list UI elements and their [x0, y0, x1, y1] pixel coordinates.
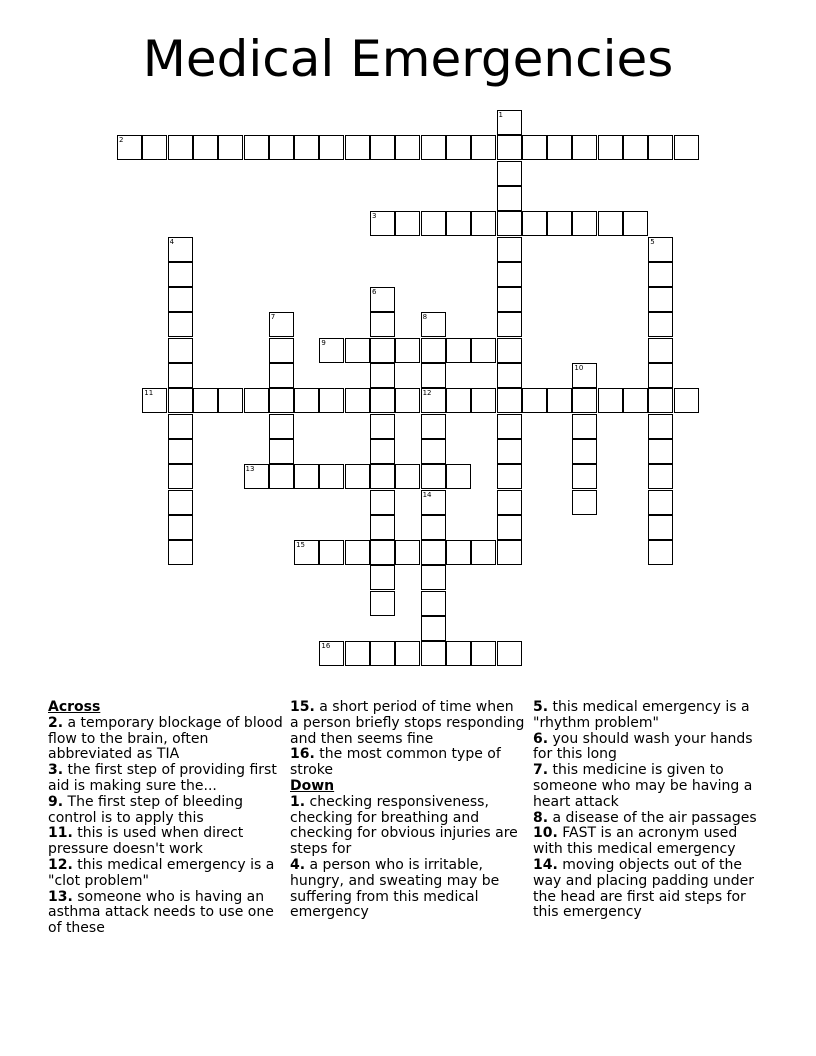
grid-cell[interactable] [370, 312, 395, 337]
grid-cell[interactable] [648, 135, 673, 160]
clue-number: 7 [270, 313, 276, 322]
grid-cell[interactable] [572, 439, 597, 464]
grid-cell[interactable] [421, 464, 446, 489]
clue-number: 10 [574, 364, 584, 372]
grid-cell[interactable] [421, 540, 446, 565]
grid-cell[interactable] [598, 211, 623, 236]
clue-number-label: 1. [290, 793, 306, 810]
clue-item [290, 858, 526, 921]
grid-cell[interactable] [168, 312, 193, 337]
grid-cell[interactable] [345, 135, 370, 160]
clue-number-label: 7. [533, 762, 549, 779]
grid-cell[interactable] [269, 388, 294, 413]
grid-cell[interactable] [294, 135, 319, 160]
grid-cell[interactable] [218, 388, 243, 413]
grid-cell[interactable] [269, 135, 294, 160]
grid-cell[interactable] [269, 312, 294, 337]
grid-cell[interactable] [547, 388, 572, 413]
grid-cell[interactable] [648, 363, 673, 388]
clue-number: 12 [422, 389, 432, 398]
grid-cell[interactable] [547, 211, 572, 236]
grid-cell[interactable] [648, 312, 673, 337]
grid-cell[interactable] [395, 135, 420, 160]
puzzle-title: Medical Emergencies [142, 30, 674, 88]
grid-cell[interactable] [497, 515, 522, 540]
grid-cell[interactable] [294, 464, 319, 489]
clue-number-label: 13. [48, 888, 73, 905]
grid-cell[interactable] [370, 565, 395, 590]
grid-cell[interactable] [319, 388, 344, 413]
grid-cell[interactable] [648, 540, 673, 565]
grid-cell[interactable] [471, 338, 496, 363]
grid-cell[interactable] [168, 540, 193, 565]
grid-cell[interactable] [522, 135, 547, 160]
clue-item [533, 811, 765, 827]
grid-cell[interactable] [395, 540, 420, 565]
grid-cell[interactable] [370, 388, 395, 413]
grid-cell[interactable] [497, 135, 522, 160]
clue-text: someone who is having an asthma attack needs to use one of these [48, 888, 274, 937]
grid-cell[interactable] [421, 515, 446, 540]
clue-number: 6 [372, 288, 377, 297]
grid-cell[interactable] [648, 287, 673, 312]
grid-cell[interactable] [421, 616, 446, 641]
grid-cell[interactable] [421, 565, 446, 590]
grid-cell[interactable] [168, 515, 193, 540]
clue-text: you should wash your hands for this long [533, 730, 753, 763]
grid-cell[interactable] [294, 388, 319, 413]
grid-cell[interactable] [370, 490, 395, 515]
grid-cell[interactable] [497, 641, 522, 666]
grid-cell[interactable] [244, 464, 269, 489]
clue-number-label: 14. [533, 856, 558, 873]
grid-cell[interactable] [345, 338, 370, 363]
grid-cell[interactable] [168, 135, 193, 160]
grid-cell[interactable] [522, 388, 547, 413]
clue-number: 16 [321, 642, 331, 651]
grid-cell[interactable] [648, 464, 673, 489]
clue-number-label: 4. [290, 856, 306, 873]
grid-cell[interactable] [497, 211, 522, 236]
grid-cell[interactable] [421, 591, 446, 616]
grid-cell[interactable] [421, 414, 446, 439]
grid-cell[interactable] [598, 388, 623, 413]
grid-cell[interactable] [648, 338, 673, 363]
grid-cell[interactable] [471, 540, 496, 565]
clue-text: the most common type of stroke [290, 746, 501, 779]
grid-cell[interactable] [370, 641, 395, 666]
grid-cell[interactable] [421, 338, 446, 363]
grid-cell[interactable] [572, 388, 597, 413]
clue-number: 11 [144, 389, 154, 398]
grid-cell[interactable] [269, 363, 294, 388]
grid-cell[interactable] [370, 591, 395, 616]
clue-column-3 [533, 700, 765, 921]
grid-cell[interactable] [648, 515, 673, 540]
clue-item [533, 700, 765, 732]
clue-number-label: 9. [48, 793, 64, 810]
grid-cell[interactable] [193, 388, 218, 413]
grid-cell[interactable] [319, 641, 344, 666]
clue-text: FAST is an acronym used with this medical emergency [533, 825, 738, 858]
grid-cell[interactable] [572, 414, 597, 439]
grid-cell[interactable] [497, 186, 522, 211]
clue-text: this medicine is given to someone who may be having a heart attack [533, 762, 753, 810]
clue-column-2 [290, 700, 526, 921]
grid-cell[interactable] [168, 490, 193, 515]
grid-cell[interactable] [370, 287, 395, 312]
grid-cell[interactable] [168, 439, 193, 464]
clue-number-label: 15. [290, 699, 315, 715]
clue-number-label: 12. [48, 856, 73, 873]
grid-cell[interactable] [421, 211, 446, 236]
clue-item [533, 732, 765, 764]
clue-item [48, 826, 284, 858]
clue-text: this medical emergency is a "clot problem" [48, 856, 275, 889]
grid-cell[interactable] [497, 110, 522, 135]
clue-number-label: 10. [533, 825, 558, 842]
grid-cell[interactable] [572, 490, 597, 515]
clue-text: The first step of bleeding control is to apply this [48, 793, 244, 826]
grid-cell[interactable] [471, 641, 496, 666]
clue-text: moving objects out of the way and placing padding under the head are first aid steps for this emergency [533, 856, 755, 921]
grid-cell[interactable] [497, 414, 522, 439]
grid-cell[interactable] [395, 464, 420, 489]
clue-item [48, 795, 284, 827]
grid-cell[interactable] [446, 540, 471, 565]
grid-cell[interactable] [522, 211, 547, 236]
grid-cell[interactable] [497, 161, 522, 186]
grid-cell[interactable] [446, 338, 471, 363]
grid-cell[interactable] [446, 211, 471, 236]
clue-number-label: 11. [48, 825, 73, 842]
grid-cell[interactable] [168, 287, 193, 312]
clue-text: a person who is irritable, hungry, and sweating may be suffering from this medical emergency [290, 856, 500, 921]
grid-cell[interactable] [370, 135, 395, 160]
clue-item [290, 747, 526, 779]
grid-cell[interactable] [168, 262, 193, 287]
clue-text: the first step of providing first aid is making sure the... [48, 762, 277, 794]
clue-item [533, 763, 765, 810]
grid-cell[interactable] [648, 262, 673, 287]
grid-cell[interactable] [269, 439, 294, 464]
grid-cell[interactable] [168, 388, 193, 413]
grid-cell[interactable] [497, 540, 522, 565]
grid-cell[interactable] [168, 464, 193, 489]
clue-text: this is used when direct pressure doesn't work [48, 825, 244, 858]
grid-cell[interactable] [497, 287, 522, 312]
clue-item [290, 700, 526, 747]
grid-cell[interactable] [117, 135, 142, 160]
grid-cell[interactable] [421, 641, 446, 666]
grid-cell[interactable] [370, 363, 395, 388]
grid-cell[interactable] [598, 135, 623, 160]
grid-cell[interactable] [168, 338, 193, 363]
clue-number: 9 [321, 338, 326, 347]
grid-cell[interactable] [218, 135, 243, 160]
clue-number-label: 2. [48, 714, 64, 731]
clue-column-1 [48, 700, 284, 937]
grid-cell[interactable] [471, 388, 496, 413]
grid-cell[interactable] [421, 439, 446, 464]
grid-cell[interactable] [648, 388, 673, 413]
clue-item [290, 795, 526, 858]
grid-cell[interactable] [572, 211, 597, 236]
grid-cell[interactable] [319, 464, 344, 489]
clue-text: a disease of the air passages [548, 809, 757, 826]
grid-cell[interactable] [572, 135, 597, 160]
grid-cell[interactable] [623, 135, 648, 160]
grid-cell[interactable] [497, 338, 522, 363]
grid-cell[interactable] [648, 490, 673, 515]
grid-cell[interactable] [446, 135, 471, 160]
clue-item [48, 890, 284, 937]
clue-number: 4 [169, 237, 175, 246]
clue-text: checking responsiveness, checking for breathing and checking for obvious injuries are steps for [290, 793, 518, 858]
grid-cell[interactable] [471, 211, 496, 236]
grid-cell[interactable] [674, 388, 699, 413]
grid-cell[interactable] [142, 135, 167, 160]
grid-cell[interactable] [168, 414, 193, 439]
clue-number: 5 [650, 237, 655, 246]
down-header: Down [290, 777, 335, 794]
grid-cell[interactable] [421, 490, 446, 515]
grid-cell[interactable] [244, 135, 269, 160]
grid-cell[interactable] [497, 490, 522, 515]
clue-number-label: 5. [533, 699, 549, 715]
clue-item [533, 858, 765, 921]
grid-cell[interactable] [370, 439, 395, 464]
clue-number-label: 16. [290, 746, 315, 763]
grid-cell[interactable] [471, 135, 496, 160]
grid-cell[interactable] [370, 338, 395, 363]
clue-number: 15 [296, 541, 306, 550]
grid-cell[interactable] [345, 464, 370, 489]
grid-cell[interactable] [319, 338, 344, 363]
grid-cell[interactable] [244, 388, 269, 413]
grid-cell[interactable] [648, 237, 673, 262]
grid-cell[interactable] [446, 464, 471, 489]
grid-cell[interactable] [345, 540, 370, 565]
grid-cell[interactable] [370, 540, 395, 565]
grid-cell[interactable] [395, 388, 420, 413]
grid-cell[interactable] [370, 414, 395, 439]
grid-cell[interactable] [572, 363, 597, 388]
clue-text: a temporary blockage of blood flow to the brain, often abbreviated as TIA [48, 714, 283, 763]
clue-item [533, 826, 765, 858]
grid-cell[interactable] [497, 464, 522, 489]
clue-number: 2 [119, 136, 124, 145]
grid-cell[interactable] [269, 338, 294, 363]
grid-cell[interactable] [421, 312, 446, 337]
clue-number-label: 8. [533, 809, 549, 826]
grid-cell[interactable] [623, 388, 648, 413]
grid-cell[interactable] [294, 540, 319, 565]
grid-cell[interactable] [395, 211, 420, 236]
clue-number: 3 [372, 212, 377, 221]
clue-number-label: 3. [48, 762, 64, 779]
grid-cell[interactable] [648, 439, 673, 464]
grid-cell[interactable] [345, 388, 370, 413]
grid-cell[interactable] [446, 388, 471, 413]
clue-item [48, 716, 284, 763]
clue-number: 13 [245, 465, 255, 474]
clue-number: 14 [422, 490, 432, 499]
clue-text: a short period of time when a person briefly stops responding and then seems fine [290, 699, 525, 747]
grid-cell[interactable] [674, 135, 699, 160]
grid-cell[interactable] [648, 414, 673, 439]
grid-cell[interactable] [168, 363, 193, 388]
grid-cell[interactable] [370, 464, 395, 489]
grid-cell[interactable] [269, 464, 294, 489]
grid-cell[interactable] [421, 135, 446, 160]
grid-cell[interactable] [142, 388, 167, 413]
clue-number: 1 [498, 111, 503, 119]
grid-cell[interactable] [395, 641, 420, 666]
grid-cell[interactable] [345, 641, 370, 666]
grid-cell[interactable] [421, 363, 446, 388]
clue-text: this medical emergency is a "rhythm problem" [533, 699, 750, 731]
grid-cell[interactable] [193, 135, 218, 160]
across-header: Across [48, 699, 101, 715]
clue-number: 8 [422, 313, 428, 322]
grid-cell[interactable] [497, 262, 522, 287]
grid-cell[interactable] [168, 237, 193, 262]
grid-cell[interactable] [497, 312, 522, 337]
grid-cell[interactable] [497, 237, 522, 262]
grid-cell[interactable] [370, 515, 395, 540]
grid-cell[interactable] [623, 211, 648, 236]
clue-number-label: 6. [533, 730, 549, 747]
grid-cell[interactable] [395, 338, 420, 363]
grid-cell[interactable] [319, 135, 344, 160]
grid-cell[interactable] [497, 439, 522, 464]
clue-item [48, 763, 284, 795]
grid-cell[interactable] [497, 363, 522, 388]
grid-cell[interactable] [421, 388, 446, 413]
grid-cell[interactable] [319, 540, 344, 565]
grid-cell[interactable] [446, 641, 471, 666]
grid-cell[interactable] [497, 388, 522, 413]
grid-cell[interactable] [269, 414, 294, 439]
grid-cell[interactable] [370, 211, 395, 236]
grid-cell[interactable] [547, 135, 572, 160]
clue-item [48, 858, 284, 890]
grid-cell[interactable] [572, 464, 597, 489]
